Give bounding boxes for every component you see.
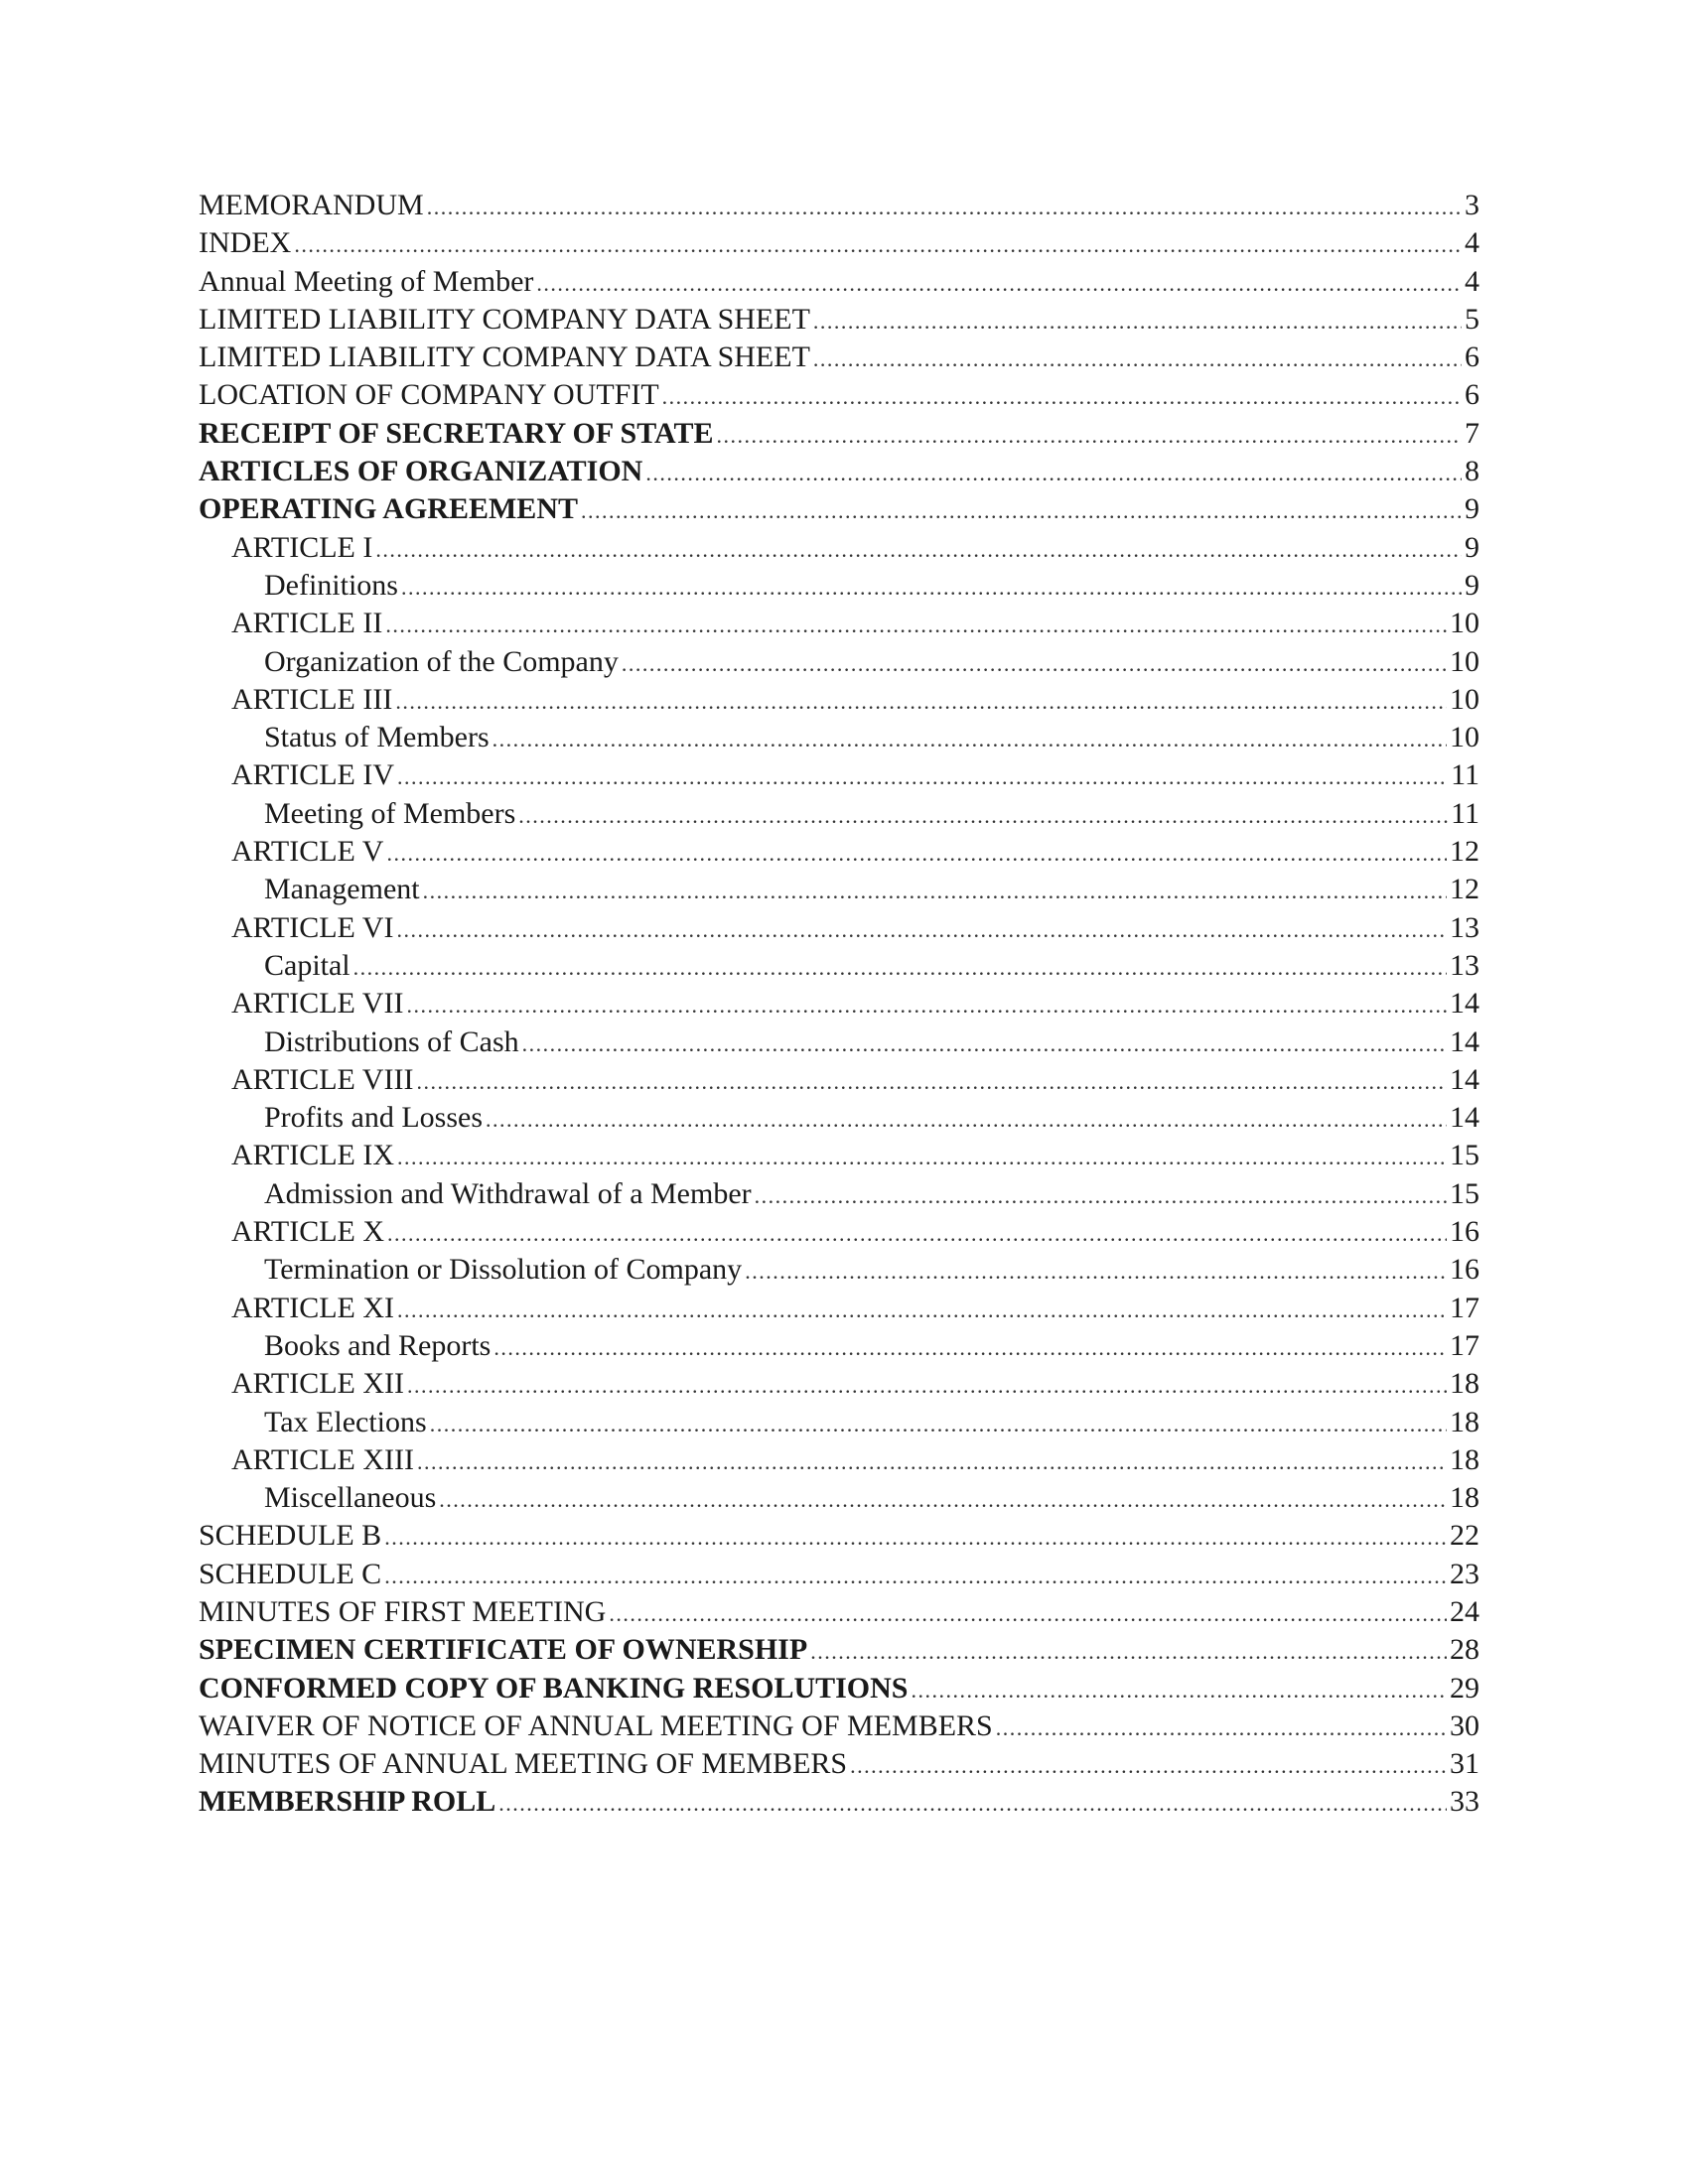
toc-entry-page-number: 10	[1450, 721, 1479, 754]
toc-entry[interactable]	[199, 1404, 1479, 1441]
toc-entry[interactable]	[199, 1099, 1479, 1137]
dot-leader	[850, 1747, 1447, 1783]
dot-leader	[387, 1215, 1447, 1251]
toc-entry[interactable]	[199, 947, 1479, 985]
toc-entry-title: SCHEDULE C	[199, 1557, 382, 1590]
dot-leader	[427, 189, 1462, 224]
toc-entry-page-number: 14	[1450, 1024, 1479, 1058]
toc-entry-title: ARTICLE XI	[231, 1291, 395, 1324]
dot-leader	[622, 645, 1447, 681]
dot-leader	[384, 1519, 1447, 1555]
dot-leader	[439, 1481, 1447, 1517]
dot-leader	[430, 1406, 1447, 1441]
toc-entry-page-number: 14	[1450, 987, 1479, 1021]
dot-leader	[609, 1595, 1447, 1631]
dot-leader	[294, 226, 1462, 262]
toc-entry-page-number: 18	[1450, 1442, 1479, 1476]
dot-leader	[417, 1443, 1447, 1479]
toc-entry[interactable]	[199, 1290, 1479, 1327]
toc-entry-title: Status of Members	[264, 721, 490, 754]
dot-leader	[375, 531, 1462, 567]
dot-leader	[401, 569, 1462, 605]
toc-entry[interactable]	[199, 1593, 1479, 1631]
table-of-contents	[199, 187, 1479, 1822]
toc-entry[interactable]	[199, 871, 1479, 908]
toc-entry-page-number: 29	[1450, 1671, 1479, 1705]
toc-entry-page-number: 4	[1465, 264, 1479, 298]
dot-leader	[423, 873, 1447, 908]
dot-leader	[716, 417, 1462, 453]
toc-entry-title: Tax Elections	[264, 1405, 427, 1438]
toc-entry-page-number: 12	[1450, 873, 1479, 906]
toc-entry-title: OPERATING AGREEMENT	[199, 492, 578, 526]
toc-entry-page-number: 4	[1465, 226, 1479, 260]
toc-entry[interactable]	[199, 490, 1479, 528]
toc-entry-title: ARTICLES OF ORGANIZATION	[199, 455, 643, 488]
toc-entry[interactable]	[199, 681, 1479, 719]
toc-entry-page-number: 9	[1465, 568, 1479, 602]
toc-entry-title: Organization of the Company	[264, 644, 619, 678]
toc-entry-title: Books and Reports	[264, 1328, 492, 1362]
dot-leader	[755, 1177, 1447, 1213]
toc-entry-page-number: 13	[1450, 948, 1479, 982]
toc-entry-page-number: 13	[1450, 910, 1479, 944]
dot-leader	[395, 683, 1447, 719]
toc-entry-page-number: 16	[1450, 1253, 1479, 1287]
toc-entry-page-number: 7	[1465, 416, 1479, 450]
toc-entry-page-number: 10	[1450, 607, 1479, 640]
dot-leader	[912, 1672, 1448, 1707]
toc-entry-title: SPECIMEN CERTIFICATE OF OWNERSHIP	[199, 1633, 808, 1667]
toc-entry[interactable]	[199, 1137, 1479, 1174]
toc-entry-page-number: 6	[1465, 341, 1479, 374]
dot-leader	[536, 265, 1462, 301]
toc-entry[interactable]	[199, 909, 1479, 947]
toc-entry-title: ARTICLE II	[231, 607, 383, 640]
toc-entry[interactable]	[199, 1441, 1479, 1479]
dot-leader	[813, 303, 1462, 339]
toc-entry-page-number: 18	[1450, 1405, 1479, 1438]
toc-entry[interactable]	[199, 1670, 1479, 1707]
toc-entry-title: ARTICLE IX	[231, 1139, 395, 1172]
dot-leader	[384, 1558, 1447, 1593]
toc-entry[interactable]	[199, 1175, 1479, 1213]
toc-entry-page-number: 28	[1450, 1633, 1479, 1667]
dot-leader	[492, 721, 1447, 756]
toc-entry[interactable]	[199, 605, 1479, 642]
toc-entry[interactable]	[199, 376, 1479, 414]
toc-entry[interactable]	[199, 985, 1479, 1023]
dot-leader	[522, 1025, 1447, 1061]
toc-entry-title: ARTICLE XII	[231, 1367, 404, 1401]
dot-leader	[386, 835, 1447, 871]
toc-entry[interactable]	[199, 1745, 1479, 1783]
toc-entry-page-number: 10	[1450, 644, 1479, 678]
toc-entry-title: MINUTES OF ANNUAL MEETING OF MEMBERS	[199, 1747, 848, 1781]
toc-entry-title: CONFORMED COPY OF BANKING RESOLUTIONS	[199, 1671, 909, 1705]
toc-entry-page-number: 8	[1465, 455, 1479, 488]
dot-leader	[407, 1367, 1447, 1403]
toc-entry-page-number: 9	[1465, 492, 1479, 526]
toc-entry-title: Annual Meeting of Member	[199, 264, 534, 298]
toc-entry[interactable]	[199, 529, 1479, 567]
toc-entry-title: Distributions of Cash	[264, 1024, 519, 1058]
toc-entry[interactable]	[199, 1251, 1479, 1289]
dot-leader	[353, 949, 1447, 985]
toc-entry-title: Definitions	[264, 568, 398, 602]
toc-entry-page-number: 18	[1450, 1481, 1479, 1515]
toc-entry-title: Profits and Losses	[264, 1101, 483, 1135]
dot-leader	[518, 797, 1448, 833]
toc-entry-page-number: 15	[1450, 1176, 1479, 1210]
toc-entry-title: ARTICLE X	[231, 1215, 385, 1249]
toc-entry-page-number: 17	[1450, 1328, 1479, 1362]
toc-entry-title: LOCATION OF COMPANY OUTFIT	[199, 378, 659, 412]
toc-entry-title: MINUTES OF FIRST MEETING	[199, 1594, 607, 1628]
dot-leader	[406, 987, 1447, 1023]
toc-entry-page-number: 11	[1451, 796, 1479, 830]
toc-entry-title: Miscellaneous	[264, 1481, 437, 1515]
toc-entry[interactable]	[199, 756, 1479, 794]
toc-entry-page-number: 3	[1465, 189, 1479, 221]
toc-entry-title: Management	[264, 873, 420, 906]
toc-entry-page-number: 5	[1465, 302, 1479, 336]
toc-entry-title: ARTICLE XIII	[231, 1442, 414, 1476]
dot-leader	[745, 1253, 1447, 1289]
dot-leader	[645, 455, 1462, 490]
toc-entry[interactable]	[199, 795, 1479, 833]
toc-entry-page-number: 17	[1450, 1291, 1479, 1324]
toc-entry-title: Meeting of Members	[264, 796, 516, 830]
toc-entry-title: ARTICLE VI	[231, 910, 394, 944]
dot-leader	[416, 1063, 1447, 1099]
toc-entry[interactable]	[199, 1479, 1479, 1517]
toc-entry-page-number: 18	[1450, 1367, 1479, 1401]
dot-leader	[493, 1329, 1447, 1365]
dot-leader	[813, 341, 1462, 376]
toc-entry-page-number: 14	[1450, 1062, 1479, 1096]
toc-entry[interactable]	[199, 1631, 1479, 1669]
toc-entry-title: ARTICLE VII	[231, 987, 404, 1021]
toc-entry-title: ARTICLE I	[231, 530, 373, 564]
toc-entry-title: MEMBERSHIP ROLL	[199, 1785, 496, 1819]
toc-entry[interactable]	[199, 1707, 1479, 1745]
toc-entry-title: INDEX	[199, 226, 292, 260]
toc-entry[interactable]	[199, 1517, 1479, 1555]
toc-entry-page-number: 9	[1465, 530, 1479, 564]
dot-leader	[385, 607, 1447, 642]
toc-entry[interactable]	[199, 453, 1479, 490]
toc-entry[interactable]	[199, 833, 1479, 871]
dot-leader	[396, 911, 1447, 947]
dot-leader	[397, 1139, 1447, 1174]
toc-entry-page-number: 10	[1450, 682, 1479, 716]
toc-entry-title: Termination or Dissolution of Company	[264, 1253, 743, 1287]
dot-leader	[397, 1292, 1447, 1327]
toc-entry[interactable]	[199, 301, 1479, 339]
toc-entry-title: MEMORANDUM	[199, 189, 424, 221]
toc-entry[interactable]	[199, 187, 1479, 224]
toc-entry-page-number: 15	[1450, 1139, 1479, 1172]
toc-entry-page-number: 6	[1465, 378, 1479, 412]
toc-entry-title: Capital	[264, 948, 351, 982]
toc-entry-title: WAIVER OF NOTICE OF ANNUAL MEETING OF MEMBERS	[199, 1708, 993, 1742]
dot-leader	[498, 1785, 1447, 1821]
toc-entry-title: ARTICLE III	[231, 682, 393, 716]
toc-entry[interactable]	[199, 339, 1479, 376]
toc-entry-page-number: 31	[1450, 1747, 1479, 1781]
toc-entry-page-number: 22	[1450, 1519, 1479, 1553]
toc-entry-title: LIMITED LIABILITY COMPANY DATA SHEET	[199, 341, 810, 374]
toc-entry-page-number: 30	[1450, 1708, 1479, 1742]
toc-entry-page-number: 24	[1450, 1594, 1479, 1628]
toc-entry-title: ARTICLE V	[231, 835, 384, 869]
dot-leader	[581, 492, 1462, 528]
toc-entry-page-number: 11	[1451, 758, 1479, 792]
toc-entry[interactable]	[199, 1213, 1479, 1251]
toc-entry[interactable]	[199, 1024, 1479, 1061]
dot-leader	[397, 758, 1448, 794]
toc-entry-title: RECEIPT OF SECRETARY OF STATE	[199, 416, 714, 450]
toc-entry-page-number: 14	[1450, 1101, 1479, 1135]
toc-entry-page-number: 33	[1450, 1785, 1479, 1819]
toc-entry[interactable]	[199, 415, 1479, 453]
dot-leader	[810, 1633, 1447, 1669]
toc-entry[interactable]	[199, 719, 1479, 756]
toc-entry[interactable]	[199, 1327, 1479, 1365]
toc-entry-page-number: 12	[1450, 835, 1479, 869]
toc-entry[interactable]	[199, 1061, 1479, 1099]
toc-entry[interactable]	[199, 1556, 1479, 1593]
dot-leader	[486, 1101, 1447, 1137]
toc-entry-page-number: 16	[1450, 1215, 1479, 1249]
toc-entry-page-number: 23	[1450, 1557, 1479, 1590]
toc-entry-title: Admission and Withdrawal of a Member	[264, 1176, 752, 1210]
toc-entry[interactable]	[199, 1365, 1479, 1403]
toc-entry[interactable]	[199, 224, 1479, 262]
toc-entry[interactable]	[199, 643, 1479, 681]
toc-entry-title: LIMITED LIABILITY COMPANY DATA SHEET	[199, 302, 810, 336]
toc-entry-title: SCHEDULE B	[199, 1519, 382, 1553]
dot-leader	[662, 378, 1462, 414]
toc-entry[interactable]	[199, 263, 1479, 301]
toc-entry[interactable]	[199, 567, 1479, 605]
dot-leader	[996, 1709, 1447, 1745]
toc-entry[interactable]	[199, 1783, 1479, 1821]
toc-entry-title: ARTICLE IV	[231, 758, 395, 792]
toc-entry-title: ARTICLE VIII	[231, 1062, 414, 1096]
